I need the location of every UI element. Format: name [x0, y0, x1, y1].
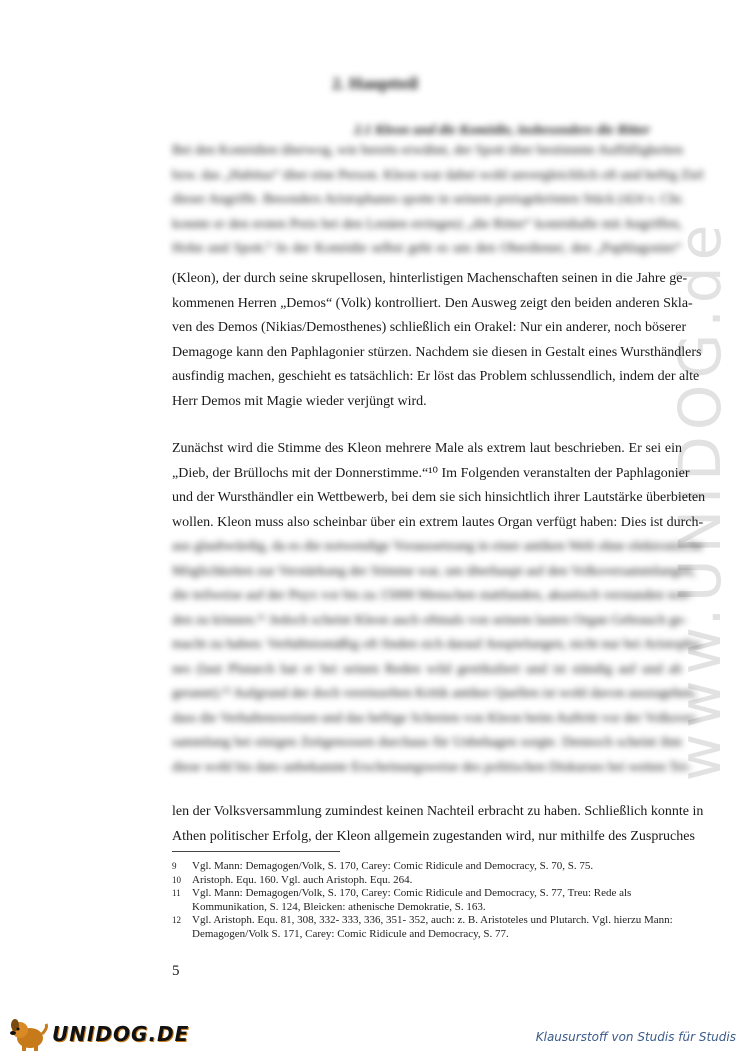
footnotes — [172, 860, 682, 942]
text-line: dieser Angriffe. Besonders Aristophanes spotte in seinem preisgekrönten Stück (424 v. Chr. — [172, 192, 685, 207]
text-line: den zu können.¹¹ Jedoch scheint Kleon auch oftmals von seinem lauten Organ Gebrauch ge- — [172, 612, 688, 628]
paragraph-2-end — [172, 800, 704, 849]
footnote — [172, 874, 682, 888]
text-line: Hohn und Spott.⁹ In der Komödie selbst geht es um den Oberdiener, den „Paphlagonier“ — [172, 241, 682, 256]
text-line: ausfindig machen, geschieht es tatsächlich: Er löst das Problem schlussendlich, indem der alte — [172, 369, 700, 384]
text-line: len der Volksversammlung zumindest keinen Nachteil erbracht zu haben. Schließlich konnte in — [172, 804, 704, 819]
page-number: 5 — [172, 963, 180, 979]
text-line: wollen. Kleon muss also scheinbar über ein extrem lautes Organ verfügt haben: Dies ist durch- — [172, 514, 704, 530]
text-line: Athen politischer Erfolg, der Kleon allgemein zugestanden wird, nur mithilfe des Zuspruches — [172, 828, 695, 844]
text-line: gerannt).¹² Aufgrund der doch vereinzelten Kritik antiker Quellen ist wohl davon auszugehen, — [172, 686, 698, 701]
footnote-separator — [172, 851, 340, 852]
footnote-text: Vgl. Mann: Demagogen/Volk, S. 170, Carey: Comic Ridicule and Democracy, S. 77, Treu: Rede als Kommunikation, S. 124, Bleicken: athenische Demokratie, S. 163. — [192, 887, 632, 913]
text-line: (Kleon), der durch seine skrupellosen, hinterlistigen Machenschaften seinen in die Jahre ge- — [172, 271, 688, 286]
text-line: nes (laut Plutarch hat er bei seinen Reden wild gestikuliert und ist ständig auf und ab — [172, 661, 682, 677]
logo-text: UNIDOG.DE — [52, 1022, 190, 1046]
text-line: Möglichkeiten zur Verstärkung der Stimme war, um überhaupt auf den Volksversammlungen, — [172, 563, 696, 579]
section-heading: 2.1 Kleon und die Komödie, insbesondere die Ritter — [354, 123, 650, 138]
text-line: Demagoge kann den Paphlagonier stürzen. Nachdem sie diesen in Gestalt eines Wursthändlers — [172, 344, 702, 360]
text-line: kommenen Herren „Demos“ (Volk) kontrolliert. Den Ausweg zeigt den beiden anderen Skla- — [172, 295, 693, 311]
footnote-number: 10 — [172, 874, 181, 885]
paragraph-2-blurred — [172, 535, 704, 780]
text-line: Herr Demos mit Magie wieder verjüngt wird. — [172, 393, 427, 409]
chapter-heading: 2. Hauptteil — [332, 74, 418, 93]
paragraph-1 — [172, 267, 702, 414]
text-line: macht zu haben: Verhältnismäßig oft finden sich darauf Anspielungen, nicht nur bei Aristopha- — [172, 637, 704, 652]
tagline: Klausurstoff von Studis für Studis — [535, 1030, 736, 1044]
footnote-text: Vgl. Aristoph. Equ. 81, 308, 332- 333, 336, 351- 352, auch: z. B. Aristoteles und Plutarch. Vgl. hierzu Mann: Demagogen/Volk S. 171, Carey: Comic Ridicule and Democracy, S. 77. — [192, 914, 673, 940]
footnote — [172, 914, 682, 941]
watermark: www.UNIDOG.de — [666, 218, 734, 782]
unidog-logo[interactable] — [8, 1014, 189, 1054]
footnote — [172, 887, 682, 914]
text-line: dass die Verhaltensweisen und das heftige Schreien von Kleon beim Auftritt vor der Volksver- — [172, 710, 699, 726]
footnote-text: Vgl. Mann: Demagogen/Volk, S. 170, Carey: Comic Ridicule and Democracy, S. 70, S. 75. — [192, 860, 594, 872]
dog-icon — [8, 1016, 48, 1052]
text-line: sammlung bei einigen Zeitgenossen durchaus für Unbehagen sorgte. Dennoch scheint ihm — [172, 735, 682, 750]
text-line: ven des Demos (Nikias/Demosthenes) schließlich ein Orakel: Nur ein anderer, noch böserer — [172, 320, 687, 335]
paragraph-1-blurred — [172, 139, 704, 262]
text-line: Zunächst wird die Stimme des Kleon mehrere Male als extrem laut beschrieben. Er sei ein — [172, 441, 682, 456]
footnote — [172, 860, 682, 874]
text-line: konnte er den ersten Preis bei den Lenäen erringen) „die Ritter“ komödialle mit Angriffen, — [172, 216, 682, 232]
footnote-number: 11 — [172, 888, 181, 899]
paragraph-2 — [172, 437, 706, 535]
footnote-number: 9 — [172, 861, 177, 871]
footnote-number: 12 — [172, 915, 181, 926]
text-line: Bei den Komödien überwog, wie bereits erwähnt, der Spott über bestimmte Auffälligkeiten — [172, 143, 684, 158]
text-line: diese wohl bis dato unbekannte Erscheinungsweise des politischen Diskurses bei weiten Tei- — [172, 759, 692, 775]
text-line: „Dieb, der Brüllochs mit der Donnerstimme.“¹⁰ Im Folgenden veranstalten der Paphlagonier — [172, 465, 690, 481]
text-line: aus glaubwürdig, da es die notwendige Voraussetzung in einer antiken Welt ohne elektronische — [172, 539, 704, 554]
text-line: die teilweise auf der Pnyx vor bis zu 15000 Menschen stattfanden, akustisch verstanden wer- — [172, 588, 693, 603]
text-line: und der Wursthändler ein Wettbewerb, bei dem sie sich hinsichtlich ihrer Lautstärke überbieten — [172, 490, 706, 505]
footnote-text: Aristoph. Equ. 160. Vgl. auch Aristoph. Equ. 264. — [192, 873, 413, 886]
text-line: bzw. das „Habitus“ über eine Person. Kleon war dabei wohl unvergleichlich oft und heftig Ziel — [172, 167, 704, 183]
